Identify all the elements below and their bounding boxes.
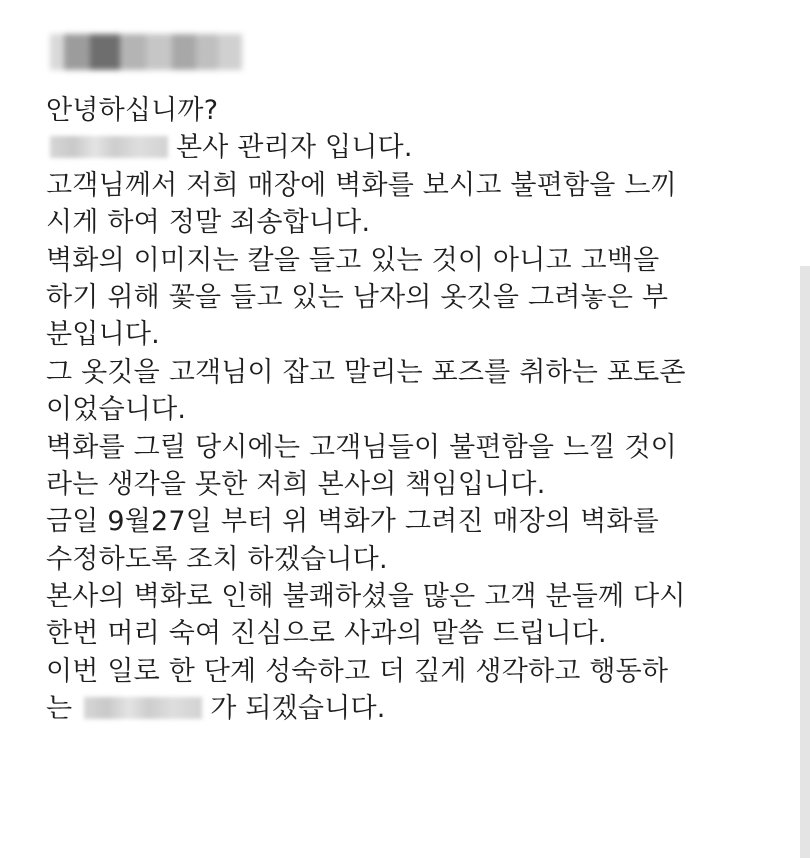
- notice-line: 그 옷깃을 고객님이 잡고 말리는 포즈를 취하는 포토존: [46, 356, 686, 388]
- notice-line: 분입니다.: [46, 319, 160, 351]
- blurred-author-name: [50, 20, 245, 80]
- notice-line: 이었습니다.: [46, 394, 187, 426]
- notice-line: 벽화의 이미지는 칼을 들고 있는 것이 아니고 고백을: [46, 244, 660, 276]
- scrollbar[interactable]: [800, 266, 810, 858]
- notice-line: 이번 일로 한 단계 성숙하고 더 깊게 생각하고 행동하: [46, 655, 669, 687]
- notice-line: 하기 위해 꽃을 들고 있는 남자의 옷깃을 그려놓은 부: [46, 281, 669, 313]
- notice-line: [46, 129, 786, 166]
- notice-line-text: 가 되겠습니다.: [210, 693, 386, 725]
- notice-line: 본사의 벽화로 인해 불쾌하셨을 많은 고객 분들께 다시: [46, 581, 686, 613]
- notice-line: 한번 머리 숙여 진심으로 사과의 말씀 드립니다.: [46, 618, 607, 650]
- redacted-company-name: [50, 136, 168, 158]
- notice-line: 안녕하십니까?: [46, 95, 219, 126]
- notice-line: 라는 생각을 못한 저희 본사의 책임입니다.: [46, 468, 546, 500]
- redacted-company-name: [84, 697, 202, 719]
- notice-line-prefix: 는: [46, 693, 73, 725]
- notice-line: 벽화를 그릴 당시에는 고객님들이 불편함을 느낄 것이: [46, 431, 677, 463]
- apology-notice: [46, 92, 786, 728]
- notice-line: 금일 9월27일 부터 위 벽화가 그려진 매장의 벽화를: [46, 506, 659, 538]
- notice-line: 시게 하여 정말 죄송합니다.: [46, 207, 371, 239]
- notice-line: [46, 690, 786, 727]
- notice-line: 고객님께서 저희 매장에 벽화를 보시고 불편함을 느끼: [46, 169, 677, 201]
- notice-line-text: 본사 관리자 입니다.: [176, 132, 413, 164]
- notice-line: 수정하도록 조치 하겠습니다.: [46, 543, 388, 575]
